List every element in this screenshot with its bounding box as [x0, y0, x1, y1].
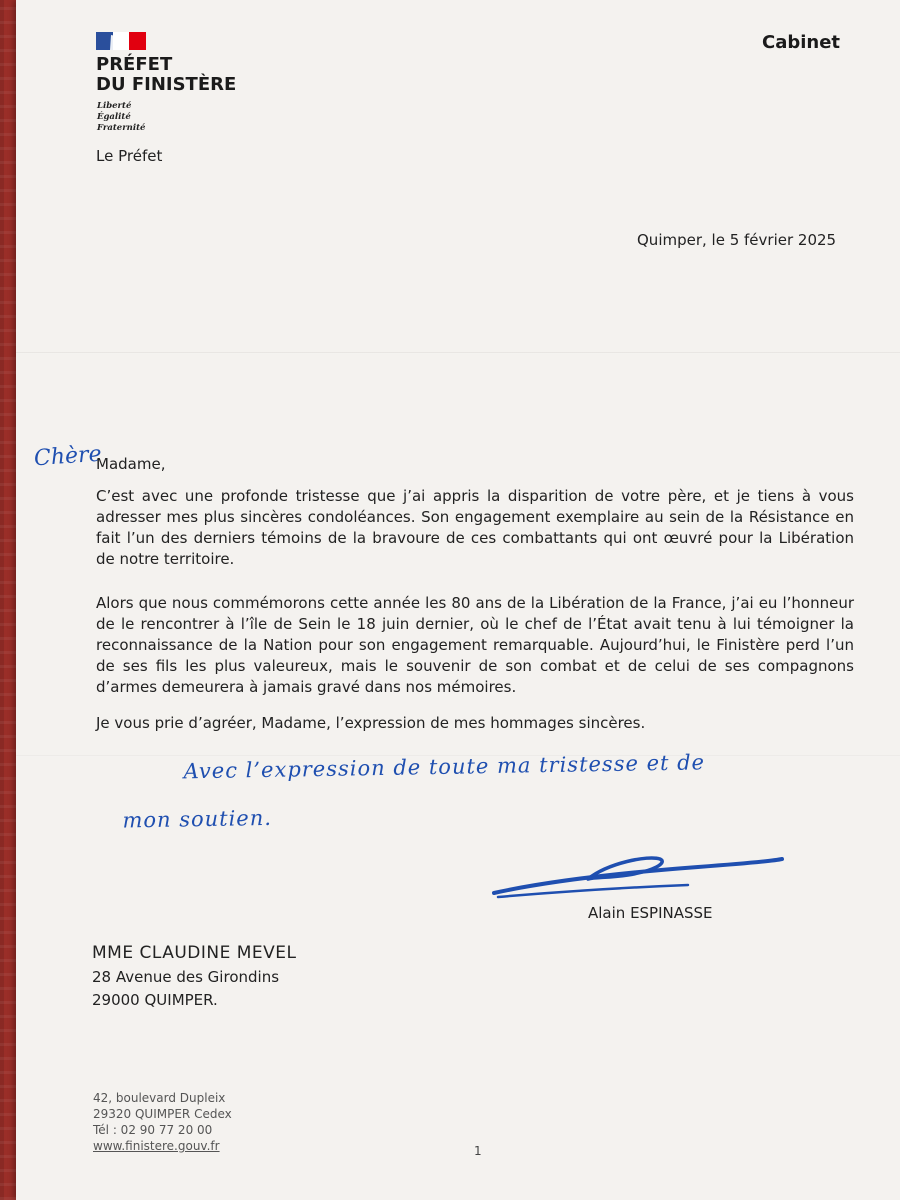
footer-city: 29320 QUIMPER Cedex — [93, 1107, 232, 1121]
closing-formula: Je vous prie d’agréer, Madame, l’expression de mes hommages sincères. — [96, 714, 646, 732]
body-paragraph: C’est avec une profonde tristesse que j’ai appris la disparition de votre père, et je tiens à vous adresser mes plus sincères condoléances. Son engagement exemplaire au sein de la Résistance en fait l’un des derniers témoins de la bravoure de ces combattants qui ont œuvré pour la Libération de notre territoire. — [96, 487, 854, 568]
handwritten-note-line: Avec l’expression de toute ma tristesse et de — [183, 750, 706, 784]
signer-name: Alain ESPINASSE — [588, 904, 713, 922]
letter-date: Quimper, le 5 février 2025 — [637, 231, 837, 249]
footer-phone: Tél : 02 90 77 20 00 — [93, 1123, 213, 1137]
handwritten-signature — [488, 845, 788, 905]
handwritten-note — [121, 736, 863, 845]
prefecture-name-line1: PRÉFET — [96, 54, 173, 75]
prefecture-name — [96, 55, 236, 95]
recipient-name: MME CLAUDINE MEVEL — [92, 943, 297, 963]
body-paragraph: Alors que nous commémorons cette année les 80 ans de la Libération de la France, j’ai eu l’honneur de le rencontrer à l’île de Sein le 18 juin dernier, où le chef de l’État avait tenu à lui témoigner la reconnaissance de la Nation pour son engagement remarquable. Aujourd’hui, le Finistère perd l’un de ses fils les plus valeureux, mais le souvenir de son combat et de celui de ses compagnons d’armes demeurera à jamais gravé dans nos mémoires. — [96, 594, 854, 696]
flag-red-band — [129, 32, 146, 50]
recipient-city: 29000 QUIMPER. — [92, 991, 218, 1009]
sender-title: Le Préfet — [96, 147, 163, 165]
motto-fraternite: Fraternité — [97, 123, 146, 133]
french-flag-logo — [96, 32, 146, 50]
page-number: 1 — [474, 1144, 482, 1158]
motto-liberte: Liberté — [97, 101, 132, 111]
handwritten-salutation: Chère — [33, 441, 103, 472]
paper-fold-line — [16, 352, 900, 354]
footer-website-link[interactable]: www.finistere.gouv.fr — [93, 1139, 220, 1153]
recipient-street: 28 Avenue des Girondins — [92, 968, 280, 986]
department-label: Cabinet — [762, 32, 841, 53]
motto-egalite: Égalité — [97, 112, 131, 122]
prefecture-name-line2: DU FINISTÈRE — [96, 74, 237, 95]
salutation: Madame, — [96, 455, 166, 473]
handwritten-note-line: mon soutien. — [122, 805, 273, 833]
republic-motto — [97, 101, 145, 134]
footer-street: 42, boulevard Dupleix — [93, 1091, 226, 1105]
